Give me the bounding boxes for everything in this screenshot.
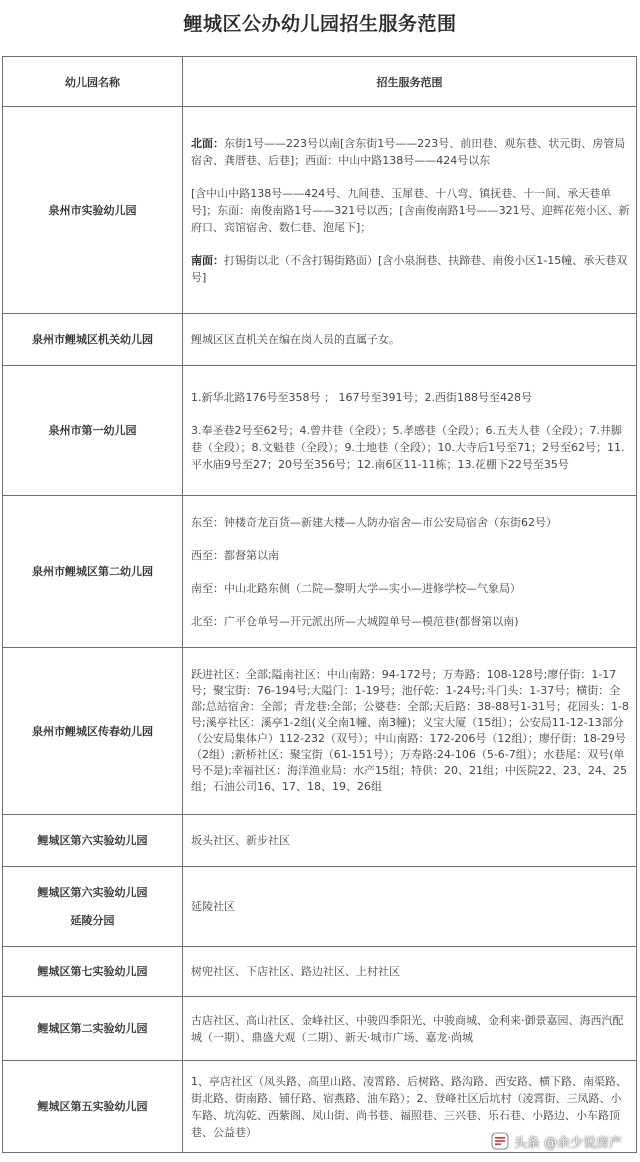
service-area-paragraph <box>191 185 632 236</box>
table-header-row <box>3 57 637 107</box>
service-area-cell <box>183 366 637 496</box>
header-kindergarten-name: 幼儿园名称 <box>3 57 183 107</box>
table-row <box>3 366 637 496</box>
kindergarten-name: 泉州市鲤城区传春幼儿园 <box>3 648 183 815</box>
service-area-paragraph: 1、亭店社区（凤头路、高里山路、凌霄路、后树路、路沟路、西安路、横下路、南渠路、街北路、街南路、铺仔路、宿燕路、油车路）；2、登峰社区后坑村（凌霄街、三凤路、小车路、坑沟乾、西紫阁、凤山街、尚书巷、福照巷、三兴巷、乐石巷、小路边、小车路顶巷、公益巷） <box>191 1074 627 1139</box>
kindergarten-name: 泉州市鲤城区机关幼儿园 <box>3 314 183 366</box>
service-area-paragraph: 南至：中山北路东侧（二院—黎明大学—实小—进修学校—气象局） <box>191 581 521 595</box>
direction-label: 南面： <box>191 253 224 267</box>
service-area-paragraph: 延陵社区 <box>191 900 235 913</box>
page-title: 鲤城区公办幼儿园招生服务范围 <box>183 13 457 35</box>
service-area-cell <box>183 107 637 314</box>
table-row <box>3 947 637 997</box>
service-area-paragraph: 坂头社区、新步社区 <box>191 834 290 847</box>
service-area-cell <box>183 947 637 997</box>
direction-label: 北面： <box>191 136 224 150</box>
kindergarten-name: 鲤城区第七实验幼儿园 <box>3 947 183 997</box>
service-area-cell <box>183 867 637 947</box>
service-area-cell <box>183 314 637 366</box>
table-row <box>3 107 637 314</box>
service-area-cell <box>183 997 637 1061</box>
kindergarten-name: 鲤城区第二实验幼儿园 <box>3 997 183 1061</box>
toutiao-logo-icon <box>491 1132 509 1150</box>
table-row <box>3 314 637 366</box>
kindergarten-name: 泉州市实验幼儿园 <box>3 107 183 314</box>
table-row <box>3 648 637 815</box>
service-area-cell <box>183 496 637 648</box>
service-area-paragraph: 鲤城区区直机关在编在岗人员的直属子女。 <box>191 333 400 346</box>
service-area-paragraph: 跃进社区：全部;隘南社区：中山南路：94-172号；万寿路：108-128号;廖仔街：1-17号；聚宝街：76-194号;大隘门：1-19号；池仔乾：1-24号;斗门头：1-37号；横街：全部;总站宿舍：全部；青龙巷:全部；公婆巷：全部;天后路：38-88号1-31号；花园头：1-8号;溪亭社区：溪亭1-2组(义全南1幢、南3幢)；义宝大厦（15组）；公安局11-12-13部分（公安局集体户）112-232（双号）；中山南路：172-206号（12组）；廖仔街：18-29号（2组）;新桥社区：聚宝街（61-151号）；万寿路:24-106（5-6-7组）；水巷尾：双号(单号不是);幸福社区：海洋渔业局：水产15组；特供：20、21组；中医院22、23、24、25组；石油公司16、17、18、19、26组 <box>191 668 630 793</box>
kindergarten-branch-name: 延陵分园 <box>70 914 115 927</box>
service-area-text: [含中山中路138号——424号、九间巷、玉犀巷、十八弯、镇抚巷、十一间、承天巷单号]；东面：南俊南路1号——321号以西；[含南俊南路1号——321号、迎辉花苑小区、新府口、宾馆宿舍、数仁巷、泡尾下]； <box>191 186 630 234</box>
kindergarten-name: 泉州市第一幼儿园 <box>3 366 183 496</box>
service-area-cell <box>183 648 637 815</box>
watermark <box>491 1130 622 1152</box>
kindergarten-name: 鲤城区第五实验幼儿园 <box>3 1061 183 1153</box>
service-area-text: 打锡街以北（不含打锡街路面）[含小泉涧巷、扶蹄巷、南俊小区1-15幢、承天巷双号] <box>191 253 628 284</box>
table-row <box>3 496 637 648</box>
service-area-cell <box>183 815 637 867</box>
service-area-paragraph: 3.奉圣巷2号至62号；4.曾井巷（全段）；5.孝感巷（全段）；6.五夫人巷（全段）；7.井脚巷（全段）；8.文魁巷（全段）；9.土地巷（全段）；10.大寺后1号至71；2号至62号；11.平水庙9号至27；20号至356号；12.南6区11-11栋；13.花棚下22号至35号 <box>191 423 625 471</box>
service-area-paragraph: 西至：都督第以南 <box>191 548 279 562</box>
service-area-paragraph <box>191 135 632 169</box>
table-row <box>3 815 637 867</box>
service-area-text: 东街1号——223号以南[含东街1号——223号、前田巷、观东巷、状元街、房管局宿舍、龚厝巷、后巷]；西面：中山中路138号——424号以东 <box>191 136 626 167</box>
service-area-paragraph: 东至：钟楼奇龙百货—新建大楼—人防办宿舍—市公安局宿舍（东街62号） <box>191 515 557 529</box>
kindergarten-name: 鲤城区第六实验幼儿园 <box>37 886 148 899</box>
table-row <box>3 867 637 947</box>
watermark-text: 头条 @余少说房产 <box>513 1135 622 1151</box>
header-service-area: 招生服务范围 <box>183 57 637 107</box>
service-area-paragraph: 1.新华北路176号至358号 ； 167号至391号；2.西街188号至428号 <box>191 390 532 404</box>
kindergarten-name-cell <box>3 867 183 947</box>
enrollment-table <box>2 56 637 1153</box>
table-row <box>3 997 637 1061</box>
service-area-paragraph <box>191 252 632 286</box>
kindergarten-name: 泉州市鲤城区第二幼儿园 <box>3 496 183 648</box>
service-area-paragraph: 树兜社区、下店社区、路边社区、上村社区 <box>191 965 400 978</box>
service-area-paragraph: 古店社区、高山社区、金峰社区、中骏四季阳光、中骏商城、金利来·御景嘉园、海西汽配城（一期）、鼎盛大观（二期）、新天·城市广场、嘉龙·尚城 <box>191 1013 624 1044</box>
kindergarten-name: 鲤城区第六实验幼儿园 <box>3 815 183 867</box>
service-area-paragraph: 北至：广平仓单号—开元派出所—大城隍单号—模范巷(都督第以南) <box>191 614 519 628</box>
